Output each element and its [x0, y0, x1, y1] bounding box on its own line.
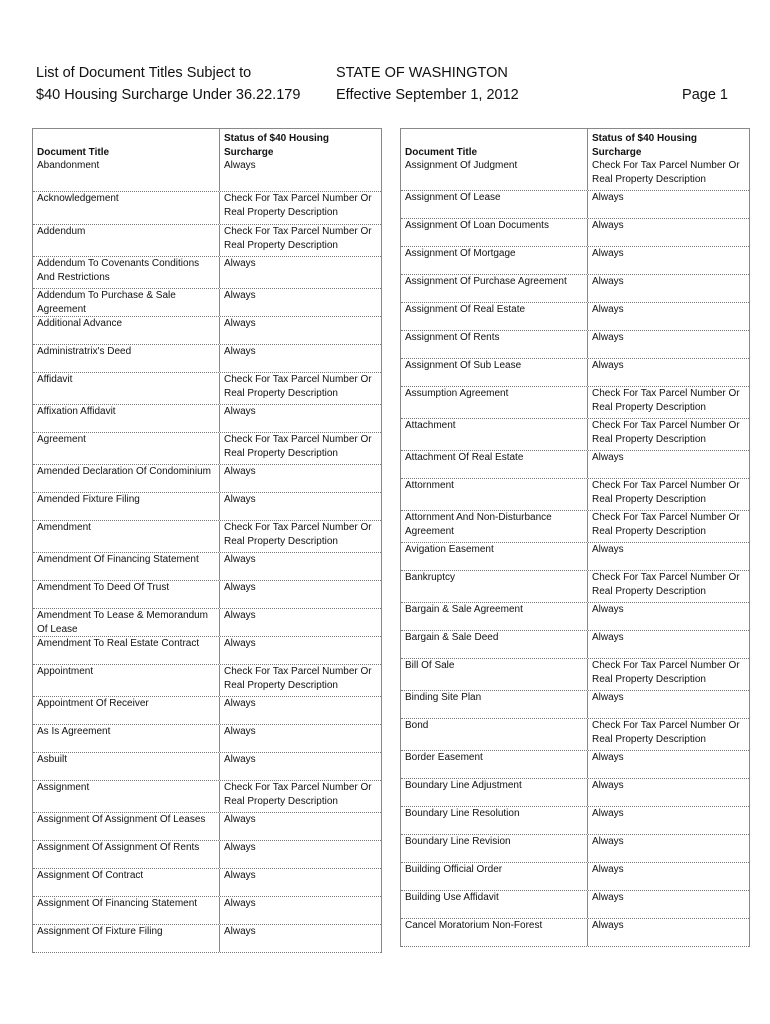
document-title-cell: Boundary Line Adjustment: [401, 779, 588, 806]
table-row: [33, 159, 381, 192]
table-row: [33, 405, 381, 433]
table-row: [401, 331, 749, 359]
table-row: [401, 835, 749, 863]
document-title-cell: Assignment Of Mortgage: [401, 247, 588, 274]
document-title-cell: Additional Advance: [33, 317, 220, 344]
table-row: [401, 219, 749, 247]
table-row: [33, 841, 381, 869]
document-title-cell: Binding Site Plan: [401, 691, 588, 718]
table-row: [401, 387, 749, 419]
document-title-cell: Assumption Agreement: [401, 387, 588, 418]
table-row: [33, 609, 381, 637]
surcharge-status-cell: Always: [224, 726, 256, 737]
surcharge-status-cell: Always: [592, 304, 624, 315]
surcharge-status-cell: Always: [592, 360, 624, 371]
right-table: [400, 128, 750, 947]
surcharge-status-cell: Always: [224, 582, 256, 593]
table-row: [33, 781, 381, 813]
table-row: [401, 275, 749, 303]
document-title-cell: Amendment To Lease & Memorandum Of Lease: [33, 609, 220, 636]
state-name: STATE OF WASHINGTON: [336, 65, 508, 81]
document-title-cell: Assignment Of Purchase Agreement: [401, 275, 588, 302]
surcharge-status-cell: Check For Tax Parcel Number Or Real Property Description: [224, 666, 372, 691]
table-row: [33, 192, 381, 225]
document-title-cell: Addendum To Purchase & Sale Agreement: [33, 289, 220, 316]
surcharge-status-cell: Always: [592, 544, 624, 555]
column-header-title: Document Title: [401, 129, 588, 159]
surcharge-status-cell: Always: [224, 346, 256, 357]
surcharge-status-cell: Always: [224, 318, 256, 329]
document-title-cell: Amended Fixture Filing: [33, 493, 220, 520]
table-row: [401, 479, 749, 511]
surcharge-status-cell: Always: [592, 864, 624, 875]
document-title-cell: Assignment Of Fixture Filing: [33, 925, 220, 952]
surcharge-status-cell: Always: [592, 632, 624, 643]
surcharge-status-cell: Always: [592, 808, 624, 819]
document-title-cell: Affixation Affidavit: [33, 405, 220, 432]
surcharge-status-cell: Always: [592, 452, 624, 463]
table-row: [401, 303, 749, 331]
document-title-cell: Assignment: [33, 781, 220, 812]
table-header-row: [33, 129, 381, 159]
effective-date: Effective September 1, 2012: [336, 87, 519, 103]
document-title-cell: Abandonment: [33, 159, 220, 191]
table-row: [401, 659, 749, 691]
heading-line-2: $40 Housing Surcharge Under 36.22.179: [36, 87, 301, 103]
table-row: [33, 257, 381, 289]
table-row: [401, 247, 749, 275]
table-row: [401, 779, 749, 807]
table-row: [401, 719, 749, 751]
document-heading: [36, 62, 300, 106]
document-title-cell: Amendment To Real Estate Contract: [33, 637, 220, 664]
document-title-cell: Assignment Of Lease: [401, 191, 588, 218]
surcharge-status-cell: Always: [224, 258, 256, 269]
surcharge-status-cell: Always: [592, 920, 624, 931]
document-title-cell: Assignment Of Rents: [401, 331, 588, 358]
document-title-cell: Bond: [401, 719, 588, 750]
surcharge-status-cell: Check For Tax Parcel Number Or Real Property Description: [592, 720, 740, 745]
left-table: [32, 128, 382, 953]
column-header-status: Status of $40 Housing Surcharge: [224, 133, 330, 158]
table-row: [401, 863, 749, 891]
surcharge-status-cell: Always: [224, 160, 256, 171]
surcharge-status-cell: Always: [224, 406, 256, 417]
table-row: [33, 433, 381, 465]
document-title-cell: Administratrix's Deed: [33, 345, 220, 372]
document-title-cell: Attornment: [401, 479, 588, 510]
document-title-cell: Asbuilt: [33, 753, 220, 780]
table-row: [33, 553, 381, 581]
surcharge-status-cell: Always: [224, 926, 256, 937]
surcharge-status-cell: Always: [224, 494, 256, 505]
document-title-cell: Assignment Of Real Estate: [401, 303, 588, 330]
table-row: [33, 521, 381, 553]
document-title-cell: Assignment Of Loan Documents: [401, 219, 588, 246]
table-row: [401, 511, 749, 543]
document-title-cell: Appointment: [33, 665, 220, 696]
table-row: [401, 419, 749, 451]
document-title-cell: Assignment Of Assignment Of Rents: [33, 841, 220, 868]
document-title-cell: Agreement: [33, 433, 220, 464]
table-row: [33, 753, 381, 781]
table-row: [33, 813, 381, 841]
surcharge-status-cell: Always: [224, 870, 256, 881]
document-title-cell: Avigation Easement: [401, 543, 588, 570]
table-row: [33, 925, 381, 953]
state-heading: [336, 62, 519, 106]
table-row: [401, 891, 749, 919]
document-title-cell: Assignment Of Financing Statement: [33, 897, 220, 924]
table-row: [33, 725, 381, 753]
surcharge-status-cell: Check For Tax Parcel Number Or Real Property Description: [224, 782, 372, 807]
document-title-cell: Amendment To Deed Of Trust: [33, 581, 220, 608]
table-row: [33, 869, 381, 897]
surcharge-status-cell: Check For Tax Parcel Number Or Real Property Description: [224, 374, 372, 399]
surcharge-status-cell: Always: [592, 780, 624, 791]
document-title-cell: Affidavit: [33, 373, 220, 404]
table-row: [401, 751, 749, 779]
document-title-cell: Assignment Of Contract: [33, 869, 220, 896]
surcharge-status-cell: Check For Tax Parcel Number Or Real Property Description: [224, 193, 372, 218]
document-title-cell: Building Official Order: [401, 863, 588, 890]
table-row: [33, 897, 381, 925]
document-title-cell: Bargain & Sale Deed: [401, 631, 588, 658]
table-row: [33, 665, 381, 697]
table-row: [33, 345, 381, 373]
document-title-cell: Bill Of Sale: [401, 659, 588, 690]
table-header-row: [401, 129, 749, 159]
table-row: [401, 451, 749, 479]
document-title-cell: Addendum: [33, 225, 220, 256]
surcharge-status-cell: Always: [224, 814, 256, 825]
document-title-cell: Amendment Of Financing Statement: [33, 553, 220, 580]
table-row: [401, 807, 749, 835]
surcharge-status-cell: Check For Tax Parcel Number Or Real Property Description: [592, 420, 740, 445]
surcharge-status-cell: Always: [224, 466, 256, 477]
table-row: [33, 465, 381, 493]
document-title-cell: Cancel Moratorium Non-Forest: [401, 919, 588, 946]
surcharge-status-cell: Check For Tax Parcel Number Or Real Property Description: [224, 434, 372, 459]
surcharge-status-cell: Always: [224, 554, 256, 565]
table-row: [401, 543, 749, 571]
surcharge-status-cell: Always: [224, 698, 256, 709]
surcharge-status-cell: Always: [224, 290, 256, 301]
document-title-cell: Amendment: [33, 521, 220, 552]
surcharge-status-cell: Always: [592, 192, 624, 203]
surcharge-status-cell: Always: [224, 842, 256, 853]
table-row: [33, 289, 381, 317]
surcharge-status-cell: Always: [592, 276, 624, 287]
surcharge-status-cell: Always: [224, 754, 256, 765]
surcharge-status-cell: Always: [592, 604, 624, 615]
document-title-cell: Assignment Of Assignment Of Leases: [33, 813, 220, 840]
surcharge-status-cell: Always: [224, 610, 256, 621]
surcharge-status-cell: Always: [224, 638, 256, 649]
table-row: [33, 225, 381, 257]
table-row: [401, 919, 749, 947]
document-title-cell: Boundary Line Resolution: [401, 807, 588, 834]
column-header-status: Status of $40 Housing Surcharge: [592, 133, 698, 158]
surcharge-status-cell: Check For Tax Parcel Number Or Real Property Description: [592, 480, 740, 505]
heading-line-1: List of Document Titles Subject to: [36, 65, 252, 81]
table-row: [33, 317, 381, 345]
table-row: [33, 493, 381, 521]
surcharge-status-cell: Always: [592, 836, 624, 847]
page-number: Page 1: [682, 87, 728, 103]
surcharge-status-cell: Always: [592, 892, 624, 903]
document-title-cell: Bargain & Sale Agreement: [401, 603, 588, 630]
document-title-cell: Attornment And Non-Disturbance Agreement: [401, 511, 588, 542]
document-title-cell: Bankruptcy: [401, 571, 588, 602]
table-row: [401, 631, 749, 659]
column-header-title: Document Title: [33, 129, 220, 159]
surcharge-status-cell: Always: [592, 692, 624, 703]
surcharge-status-cell: Check For Tax Parcel Number Or Real Property Description: [592, 388, 740, 413]
table-row: [401, 603, 749, 631]
table-row: [33, 697, 381, 725]
surcharge-status-cell: Check For Tax Parcel Number Or Real Property Description: [224, 226, 372, 251]
table-row: [401, 571, 749, 603]
surcharge-status-cell: Always: [592, 248, 624, 259]
surcharge-status-cell: Check For Tax Parcel Number Or Real Property Description: [592, 160, 740, 185]
table-row: [33, 373, 381, 405]
surcharge-status-cell: Always: [592, 332, 624, 343]
document-title-cell: Addendum To Covenants Conditions And Restrictions: [33, 257, 220, 288]
table-row: [33, 637, 381, 665]
table-row: [401, 691, 749, 719]
document-title-cell: Acknowledgement: [33, 192, 220, 224]
surcharge-status-cell: Check For Tax Parcel Number Or Real Property Description: [592, 572, 740, 597]
document-title-cell: Assignment Of Judgment: [401, 159, 588, 190]
document-title-cell: As Is Agreement: [33, 725, 220, 752]
surcharge-status-cell: Check For Tax Parcel Number Or Real Property Description: [592, 512, 740, 537]
document-title-cell: Appointment Of Receiver: [33, 697, 220, 724]
document-title-cell: Amended Declaration Of Condominium: [33, 465, 220, 492]
document-title-cell: Boundary Line Revision: [401, 835, 588, 862]
surcharge-status-cell: Check For Tax Parcel Number Or Real Property Description: [592, 660, 740, 685]
document-title-cell: Border Easement: [401, 751, 588, 778]
surcharge-status-cell: Always: [224, 898, 256, 909]
document-title-cell: Attachment Of Real Estate: [401, 451, 588, 478]
table-row: [401, 191, 749, 219]
document-title-cell: Building Use Affidavit: [401, 891, 588, 918]
document-title-cell: Assignment Of Sub Lease: [401, 359, 588, 386]
table-row: [401, 359, 749, 387]
table-row: [33, 581, 381, 609]
surcharge-status-cell: Check For Tax Parcel Number Or Real Property Description: [224, 522, 372, 547]
document-title-cell: Attachment: [401, 419, 588, 450]
surcharge-status-cell: Always: [592, 220, 624, 231]
table-row: [401, 159, 749, 191]
surcharge-status-cell: Always: [592, 752, 624, 763]
